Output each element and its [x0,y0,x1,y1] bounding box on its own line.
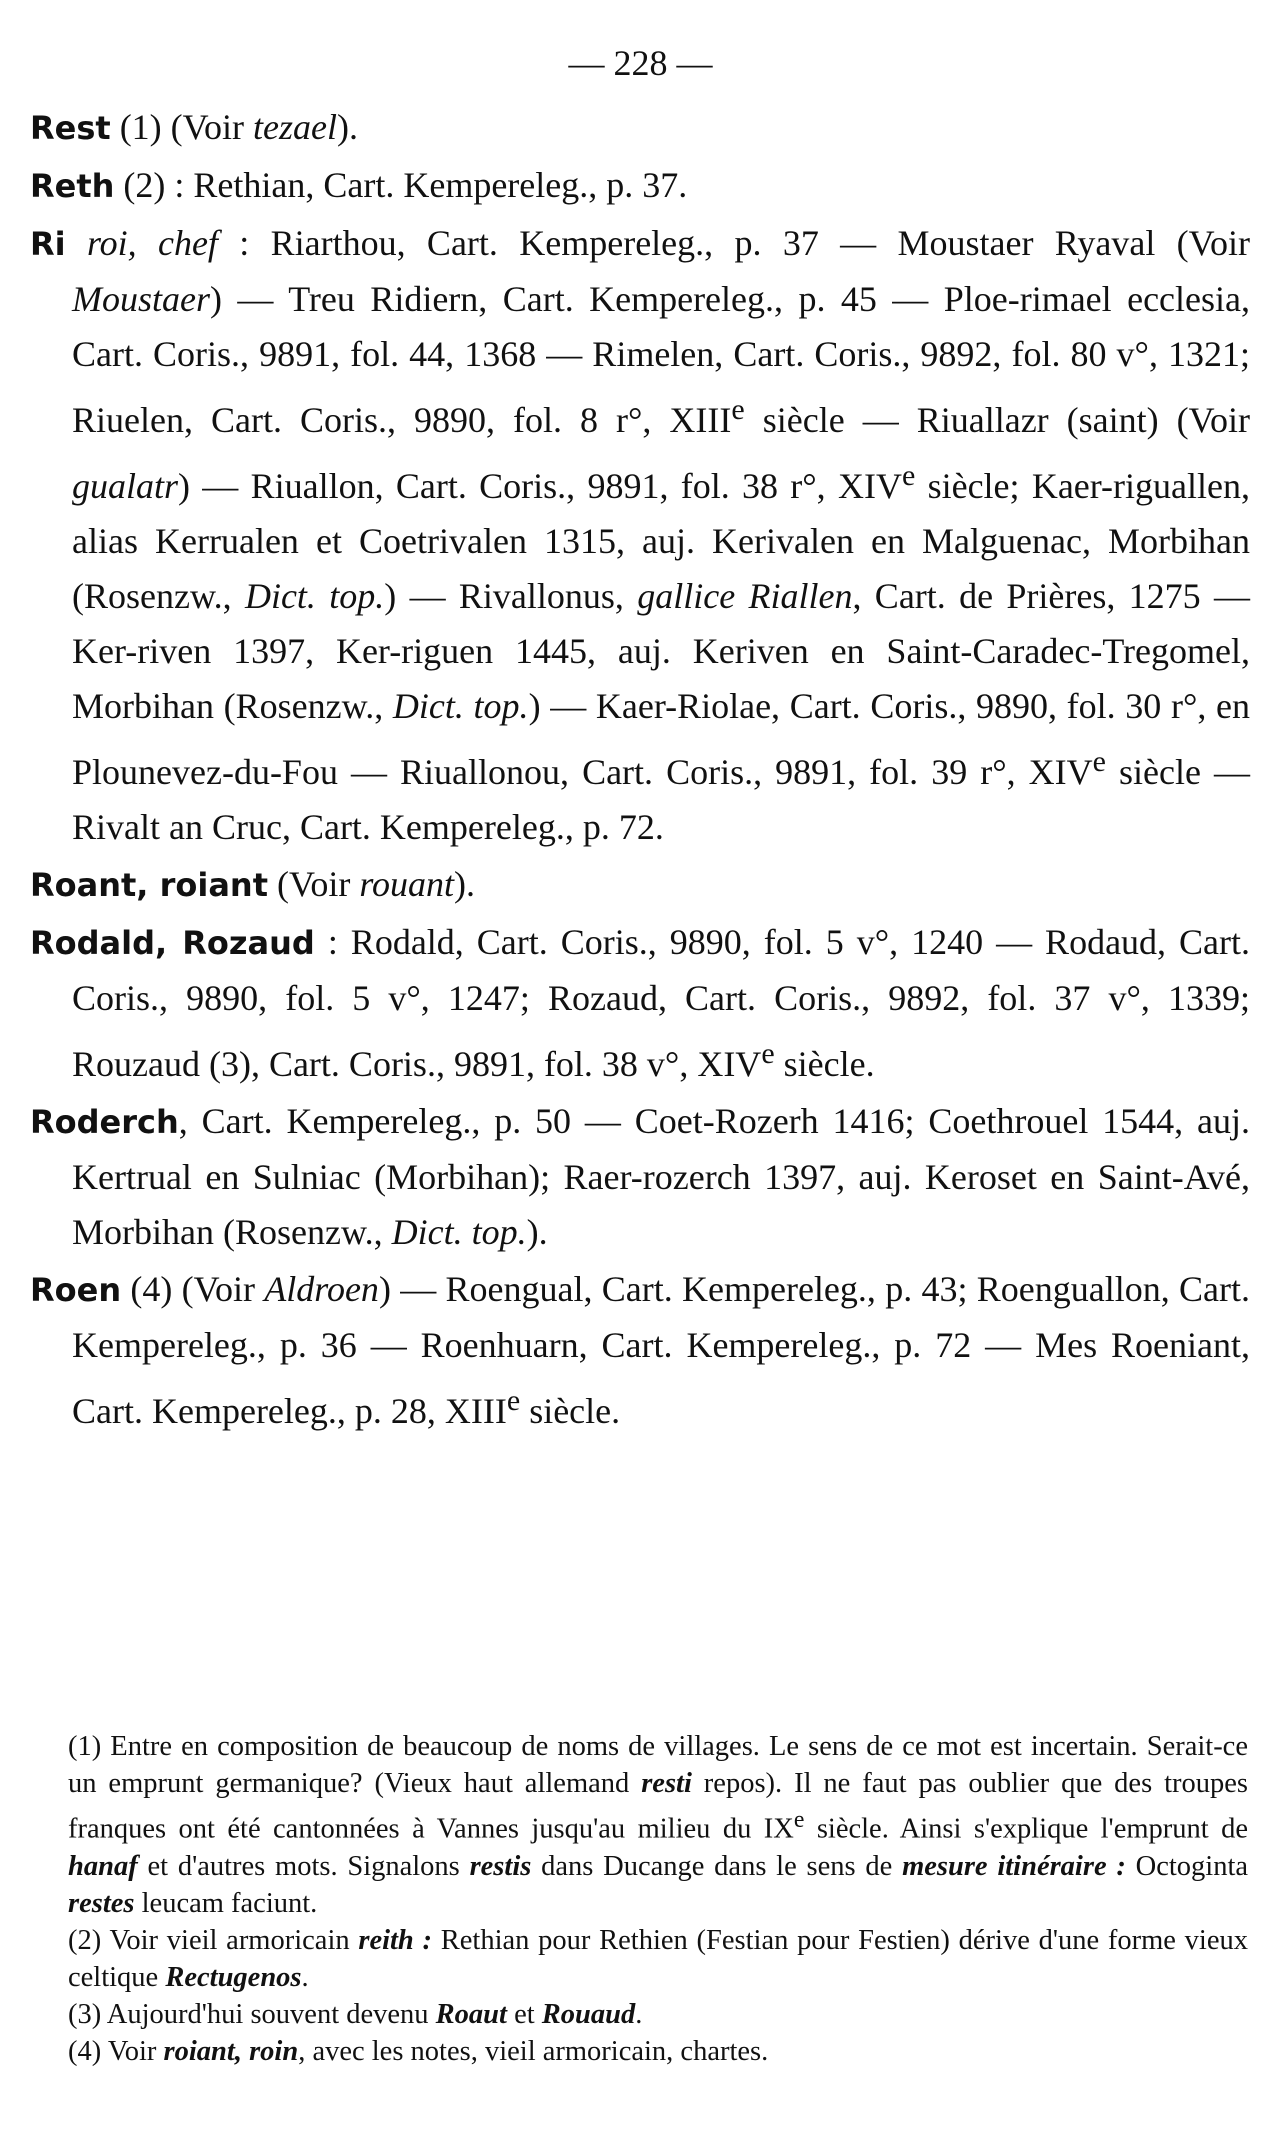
footnote-1: (1) Entre en composition de beaucoup de noms de villages. Le sens de ce mot est incertain. Serait-ce un emprunt germanique? (Vieux haut allemand resti repos). Il ne faut pas oublier que des troupes franques ont été cantonnées à Vannes jusqu'au milieu du IXe siècle. Ainsi s'explique l'emprunt de hanaf et d'autres mots. Signalons restis dans Ducange dans le sens de mesure itinéraire : Octoginta restes leucam faciunt. [68,1731,1249,1919]
footnote-2: (2) Voir vieil armoricain reith : Rethian pour Rethien (Festian pour Festien) dérive d'une forme vieux celtique Rectugenos. [68,1924,1248,1993]
footnote-4: (4) Voir roiant, roin, avec les notes, vieil armoricain, chartes. [68,2035,769,2067]
entry-roderch: Roderch, Cart. Kempereleg., p. 50 — Coet-Rozerh 1416; Coethrouel 1544, auj. Kertrual en Sulniac (Morbihan); Raer-rozerch 1397, auj. Keroset en Saint-Avé, Morbihan (Rosenzw., Dict. top.). [30,1101,1250,1252]
footnote-3: (3) Aujourd'hui souvent devenu Roaut et Rouaud. [68,1998,643,2030]
entry-roant: Roant, roiant (Voir rouant). [30,864,476,904]
footnotes [68,1728,1248,2070]
entry-roen: Roen (4) (Voir Aldroen) — Roengual, Cart. Kempereleg., p. 43; Roenguallon, Cart. Kempereleg., p. 36 — Roenhuarn, Cart. Kempereleg., p. 72 — Mes Roeniant, Cart. Kempereleg., p. 28, XIIIe siècle. [30,1269,1250,1431]
entry-reth: Reth (2) : Rethian, Cart. Kempereleg., p. 37. [30,165,688,205]
entry-ri: Ri roi, chef : Riarthou, Cart. Kempereleg., p. 37 — Moustaer Ryaval (Voir Moustaer) — Treu Ridiern, Cart. Kempereleg., p. 45 — Ploe-rimael ecclesia, Cart. Coris., 9891, fol. 44, 1368 — Rimelen, Cart. Coris., 9892, fol. 80 v°, 1321; Riuelen, Cart. Coris., 9890, fol. 8 r°, XIIIe siècle — Riuallazr (saint) (Voir gualatr) — Riuallon, Cart. Coris., 9891, fol. 38 r°, XIVe siècle; Kaer-riguallen, alias Kerrualen et Coetrivalen 1315, auj. Kerivalen en Malguenac, Morbihan (Rosenzw., Dict. top.) — Rivallonus, gallice Riallen, Cart. de Prières, 1275 — Ker-riven 1397, Ker-riguen 1445, auj. Keriven en Saint-Caradec-Tregomel, Morbihan (Rosenzw., Dict. top.) — Kaer-Riolae, Cart. Coris., 9890, fol. 30 r°, en Plounevez-du-Fou — Riuallonou, Cart. Coris., 9891, fol. 39 r°, XIVe siècle — Rivalt an Cruc, Cart. Kempereleg., p. 72. [30,223,1251,847]
entry-rodald: Rodald, Rozaud : Rodald, Cart. Coris., 9890, fol. 5 v°, 1240 — Rodaud, Cart. Coris., 9890, fol. 5 v°, 1247; Rozaud, Cart. Coris., 9892, fol. 37 v°, 1339; Rouzaud (3), Cart. Coris., 9891, fol. 38 v°, XIVe siècle. [30,922,1251,1084]
page-number: — 228 — [568,43,713,83]
entry-rest: Rest (1) (Voir tezael). [30,107,358,147]
dictionary-entries [30,100,1250,1441]
